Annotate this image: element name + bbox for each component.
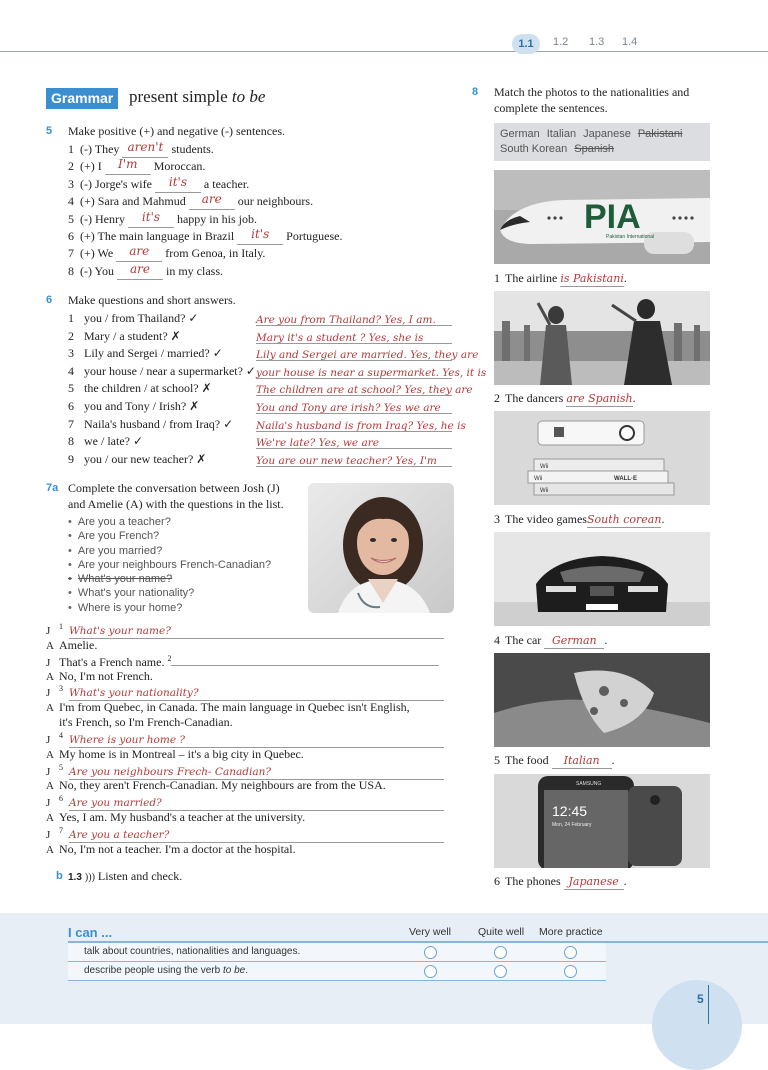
ex6-answer-line[interactable]	[256, 380, 473, 397]
ex6-answer: Are you from Thailand? Yes, I am.	[256, 314, 436, 326]
ican-row-2-more-practice-radio[interactable]	[564, 965, 577, 978]
dialogue-speaker: J	[46, 657, 51, 669]
ex6-answer: We're late? Yes, we are	[256, 437, 379, 450]
dialogue-line	[46, 700, 410, 715]
ex5-answer: are	[130, 261, 151, 276]
page-number: 5	[697, 992, 704, 1006]
ican-row-1-text: talk about countries, nationalities and languages.	[84, 946, 301, 957]
dialogue-text: No, they aren't French-Canadian. My neighbours are from the USA.	[59, 778, 386, 792]
phrase-item: • Are you married?	[68, 545, 308, 559]
dialogue-answer: Are you a teacher?	[69, 829, 170, 841]
ex5-item-after: Moroccan.	[150, 159, 206, 174]
ex6-item	[68, 434, 143, 449]
tab-1-3[interactable]: 1.3	[589, 36, 605, 48]
car-photo	[494, 532, 710, 626]
ex6-answer-line[interactable]	[256, 416, 466, 432]
ex5-item-before: (+) The main language in Brazil	[80, 229, 238, 243]
game-box-label-1: Wii	[540, 464, 549, 470]
ex5-item-number: 6	[68, 229, 74, 243]
exercise-6-number: 6	[46, 294, 53, 306]
ex5-item-before: (+) We	[80, 246, 117, 261]
dialogue-line	[46, 747, 304, 762]
phones-photo	[494, 774, 710, 868]
dialogue-line	[46, 622, 444, 639]
caption-answer: South corean	[586, 513, 662, 526]
dialogue-gap-number: 3	[59, 684, 63, 693]
ex6-item-prompt: your house / near a supermarket? ✓	[84, 363, 256, 378]
ex6-item	[68, 399, 199, 414]
caption-answer-blank[interactable]	[552, 753, 612, 769]
dialogue-answer: Where is your home ?	[69, 734, 186, 746]
caption-number: 2	[494, 391, 500, 405]
ex5-item	[68, 229, 343, 245]
ex5-answer-blank[interactable]	[117, 261, 163, 280]
ex6-item-number: 4	[68, 363, 74, 378]
dialogue-speaker: A	[46, 640, 54, 652]
ican-row-2-text-plain: describe people using the verb	[84, 965, 223, 976]
dialogue-line	[46, 731, 444, 748]
ican-row-1-more-practice-radio[interactable]	[564, 946, 577, 959]
dialogue-line	[46, 778, 386, 793]
ex5-item-before: (-) Jorge's wife	[80, 176, 155, 191]
ex6-item-prompt: Mary / a student? ✗	[84, 328, 181, 343]
game-box-label-2: Wii	[534, 476, 543, 482]
dialogue-gap-number: 6	[59, 794, 63, 803]
dialogue-text: it's French, so I'm French-Canadian.	[59, 715, 233, 729]
ex5-item-number: 8	[68, 263, 74, 278]
tab-1-2[interactable]: 1.2	[553, 36, 569, 48]
ex6-answer-line[interactable]	[256, 328, 452, 344]
phrase-item: • Are you a teacher?	[68, 516, 308, 530]
dialogue-gap-number: 7	[59, 826, 63, 835]
dialogue-line	[46, 826, 444, 843]
tab-1-4[interactable]: 1.4	[622, 36, 638, 48]
dialogue-answer-line[interactable]	[69, 795, 444, 811]
caption-end: .	[611, 753, 615, 767]
ex6-item	[68, 452, 206, 467]
ex6-item	[68, 329, 181, 344]
ex6-answer: You are our new teacher? Yes, I'm	[256, 454, 437, 467]
exercise-7b-number: b	[56, 870, 63, 882]
ican-row-1-quite-well-radio[interactable]	[494, 946, 507, 959]
video-games-photo	[494, 411, 710, 505]
ex5-item-before: (+) I	[80, 159, 105, 174]
ex6-item-number: 2	[68, 328, 74, 343]
ican-row-1-very-well-radio[interactable]	[424, 946, 437, 959]
dialogue-text: I'm from Quebec, in Canada. The main language in Quebec isn't English,	[59, 700, 410, 714]
exercise-8-instruction-2: complete the sentences.	[494, 101, 608, 115]
ex6-answer-line[interactable]	[256, 345, 479, 362]
dialogue-line	[46, 653, 439, 670]
dialogue-answer-line[interactable]	[69, 685, 444, 701]
dialogue-speaker: A	[46, 812, 54, 824]
caption-answer-blank[interactable]	[544, 633, 604, 649]
ican-row-2-text	[84, 965, 248, 976]
ex6-answer: Lily and Sergei are married. Yes, they are	[256, 349, 479, 362]
column-very-well: Very well	[409, 926, 452, 938]
grammar-title	[129, 87, 265, 107]
caption-text: The food	[505, 753, 552, 767]
nationality-word: Spanish	[574, 143, 615, 155]
dialogue-speaker: A	[46, 780, 54, 792]
ex6-answer: Naila's husband is from Iraq? Yes, he is	[256, 419, 466, 432]
ex5-item-before: (-) Henry	[80, 211, 128, 226]
plane-small-text: Pakistan International	[606, 234, 655, 240]
ex5-item-after: Portuguese.	[283, 229, 343, 243]
grammar-title-italic: to be	[231, 87, 266, 106]
ex5-item-number: 5	[68, 211, 74, 226]
ex5-answer: are	[129, 244, 150, 259]
ex5-item	[68, 159, 205, 175]
dialogue-line	[46, 842, 296, 857]
ex6-item-number: 6	[68, 399, 74, 413]
caption-end: .	[623, 874, 627, 888]
ex5-answer-blank[interactable]	[122, 142, 168, 158]
nationality-word: German	[500, 128, 540, 140]
exercise-7a-instruction-2: and Amelie (A) with the questions in the list.	[68, 497, 284, 511]
dialogue-speaker: J	[46, 766, 51, 778]
exercise-7a-instruction-1: Complete the conversation between Josh (J)	[68, 481, 280, 495]
ex6-answer-line[interactable]	[256, 310, 452, 326]
dialogue-speaker: A	[46, 671, 54, 683]
ex6-item	[68, 381, 212, 396]
exercise-5-number: 5	[46, 125, 53, 137]
phone-time-text: 12:45	[552, 803, 588, 819]
dialogue-line	[46, 715, 233, 730]
plane-photo	[494, 170, 710, 264]
food-photo	[494, 653, 710, 747]
ex5-item-after: our neighbours.	[234, 194, 314, 209]
ex6-item	[68, 311, 198, 326]
ex6-answer: Mary it's a student ? Yes, she is	[256, 331, 424, 344]
ex5-item-before: (+) Sara and Mahmud	[80, 194, 189, 209]
ican-title: I can ...	[68, 925, 113, 940]
ex6-item-number: 1	[68, 311, 74, 325]
caption-answer-blank[interactable]	[566, 391, 632, 407]
ex5-item-number: 1	[68, 142, 74, 156]
ex5-item-before: (-) You	[80, 263, 118, 278]
ican-row-2-very-well-radio[interactable]	[424, 965, 437, 978]
ex5-answer: are	[201, 192, 222, 207]
dialogue-line	[46, 810, 305, 825]
ex5-item-number: 2	[68, 159, 74, 174]
phrase-item: • Are you French?	[68, 530, 308, 544]
dialogue-text: My home is in Montreal – it's a big city in Quebec.	[59, 747, 304, 761]
ex5-answer: it's	[168, 174, 187, 189]
ex6-answer: You and Tony are irish? Yes we are	[256, 402, 441, 414]
ex6-item-prompt: you / our new teacher? ✗	[84, 451, 207, 466]
ex6-item-number: 7	[68, 416, 74, 431]
dialogue-speaker: J	[46, 687, 51, 699]
caption-6	[494, 874, 627, 890]
ex5-answer: it's	[251, 227, 270, 241]
ex6-item-prompt: the children / at school? ✗	[84, 381, 212, 396]
dialogue-line	[46, 638, 97, 653]
game-box-label-4: WALL·E	[614, 476, 637, 482]
dialogue-speaker: A	[46, 749, 54, 761]
dialogue-text: No, I'm not French.	[59, 669, 153, 683]
dialogue-answer: Are you neighbours Frech- Canadian?	[69, 766, 271, 778]
caption-answer: Japanese	[568, 875, 619, 888]
ex5-item	[68, 174, 250, 193]
dialogue-gap-number: 2	[167, 654, 172, 663]
caption-text: The car	[505, 633, 545, 647]
ex5-item-after: students.	[168, 142, 214, 156]
page-number-rule	[708, 985, 709, 1024]
ex6-item-number: 3	[68, 346, 74, 361]
nationality-word: Japanese	[583, 128, 631, 140]
ex6-item-number: 9	[68, 451, 74, 466]
dialogue-answer: What's your nationality?	[69, 687, 199, 699]
nationality-word-box	[494, 123, 710, 161]
column-more-practice: More practice	[539, 926, 603, 938]
dialogue-answer-line[interactable]	[69, 732, 444, 748]
ex5-item-after: in my class.	[163, 263, 224, 278]
caption-number: 5	[494, 753, 500, 767]
ican-row-2-quite-well-radio[interactable]	[494, 965, 507, 978]
nationality-word: Italian	[546, 128, 577, 140]
dialogue-speaker: A	[46, 844, 54, 856]
ex6-item-number: 5	[68, 381, 74, 396]
dialogue-speaker: J	[46, 625, 51, 637]
ican-row-2-text-end: .	[245, 965, 249, 976]
ex6-answer-line[interactable]	[256, 398, 452, 414]
ex6-item	[68, 346, 223, 361]
ex6-item-number: 8	[68, 434, 74, 449]
caption-end: .	[661, 512, 665, 526]
ex5-answer-blank[interactable]	[189, 194, 235, 210]
ex5-item-number: 3	[68, 176, 74, 191]
ex6-item-prompt: you / from Thailand? ✓	[84, 311, 199, 325]
dialogue-answer-line[interactable]	[69, 623, 444, 639]
caption-text: The dancers	[505, 391, 567, 405]
ex6-item-prompt: you and Tony / Irish? ✗	[84, 399, 200, 413]
dancers-photo	[494, 291, 710, 385]
ex5-item-before: (-) They	[80, 142, 123, 156]
ex5-item	[68, 194, 313, 210]
caption-5	[494, 753, 615, 769]
caption-1	[494, 271, 627, 287]
plane-logo-text: PIA	[584, 198, 641, 236]
phone-date-text: Mon, 24 February	[552, 822, 592, 828]
phrase-item: • Where is your home?	[68, 602, 308, 616]
ex5-item-after: from Genoa, in Italy.	[162, 246, 266, 261]
dialogue-text: Amelie.	[59, 638, 98, 652]
ex5-answer-blank[interactable]	[155, 174, 201, 193]
caption-answer-blank[interactable]	[560, 271, 624, 287]
ex5-item	[68, 142, 214, 158]
column-quite-well: Quite well	[478, 926, 525, 938]
word-box-list	[494, 123, 710, 161]
dialogue-text: That's a French name.	[59, 655, 168, 669]
exercise-5-instruction: Make positive (+) and negative (-) sentences.	[68, 124, 286, 138]
dialogue-speaker: J	[46, 734, 51, 746]
ex6-answer: The children are at school? Yes, they are	[256, 384, 473, 397]
caption-answer: German	[551, 634, 597, 647]
ex6-item-prompt: Lily and Sergei / married? ✓	[84, 346, 223, 361]
ican-row-2-text-italic: to be	[222, 965, 246, 976]
phone-brand-text: SAMSUNG	[576, 781, 602, 787]
caption-text: The video games	[505, 512, 587, 526]
dialogue-line	[46, 684, 444, 701]
phrase-list	[68, 516, 308, 616]
ex5-answer-blank[interactable]	[116, 246, 162, 262]
ex6-item-prompt: Naila's husband / from Iraq? ✓	[84, 416, 234, 431]
ex5-item	[68, 209, 257, 228]
ex5-answer-blank[interactable]	[128, 209, 174, 228]
dialogue-gap-number: 1	[59, 622, 63, 631]
ex6-answer-line[interactable]	[256, 363, 487, 379]
dialogue-gap-number: 5	[59, 763, 63, 772]
caption-number: 3	[494, 512, 500, 526]
dialogue-line	[46, 669, 153, 684]
header-rule	[0, 51, 768, 52]
phrase-item: • What's your nationality?	[68, 587, 308, 601]
dialogue-line	[46, 794, 444, 811]
caption-text: The airline	[505, 271, 561, 285]
grammar-badge: Grammar	[46, 88, 118, 109]
phrase-item: • Are your neighbours French-Canadian?	[68, 559, 308, 573]
dialogue-text: No, I'm not a teacher. I'm a doctor at the hospital.	[59, 842, 296, 856]
dialogue-speaker: J	[46, 829, 51, 841]
caption-2	[494, 391, 636, 407]
audio-icon[interactable]: )))	[84, 872, 95, 883]
dialogue-answer: What's your name?	[69, 625, 171, 637]
ex5-item-after: happy in his job.	[173, 211, 257, 226]
exercise-6-instruction: Make questions and short answers.	[68, 293, 236, 307]
track-number[interactable]: 1.3	[68, 872, 82, 883]
ex6-answer-line[interactable]	[256, 433, 452, 449]
caption-number: 6	[494, 874, 500, 888]
caption-number: 4	[494, 633, 500, 647]
phrase-item: • What's your name?	[68, 573, 308, 587]
ex6-item	[68, 417, 233, 432]
caption-answer: is Pakistani	[560, 272, 624, 285]
ex5-item	[68, 246, 265, 262]
nationality-word: South Korean	[500, 143, 568, 155]
dialogue-answer: Are you married?	[69, 797, 162, 809]
ex5-answer-blank[interactable]	[105, 159, 151, 175]
caption-answer-blank[interactable]	[587, 512, 661, 528]
caption-answer: Italian	[563, 754, 600, 767]
exercise-7b-instruction: Listen and check.	[97, 869, 183, 883]
ex5-answer: it's	[141, 209, 161, 224]
nationality-word: Pakistani	[637, 128, 683, 140]
ex5-item	[68, 261, 224, 280]
ex6-item-prompt: we / late? ✓	[84, 434, 144, 449]
caption-end: .	[623, 271, 627, 285]
exercise-8-number: 8	[472, 86, 479, 98]
game-box-label-3: Wii	[540, 488, 549, 494]
tab-1-1[interactable]: 1.1	[512, 34, 540, 54]
caption-number: 1	[494, 271, 500, 285]
ex5-answer: I'm	[118, 157, 138, 172]
doctor-photo	[308, 483, 454, 613]
ex5-item-number: 4	[68, 194, 74, 209]
caption-4	[494, 633, 607, 649]
grammar-title-text: present simple	[129, 87, 232, 106]
ex5-answer: aren't	[127, 140, 164, 154]
dialogue-speaker: J	[46, 797, 51, 809]
caption-end: .	[604, 633, 608, 647]
dialogue-speaker: A	[46, 702, 54, 714]
caption-answer-blank[interactable]	[564, 874, 624, 890]
dialogue-answer-line[interactable]	[69, 827, 444, 843]
exercise-8-instruction-1: Match the photos to the nationalities and	[494, 85, 690, 99]
ex5-item-after: a teacher.	[200, 176, 250, 191]
caption-end: .	[632, 391, 636, 405]
ex5-answer-blank[interactable]	[237, 229, 283, 245]
dialogue-text: Yes, I am. My husband's a teacher at the university.	[59, 810, 306, 824]
ex6-answer-line[interactable]	[256, 451, 452, 467]
ex6-answer: your house is near a supermarket. Yes, it is	[256, 366, 487, 379]
caption-text: The phones	[505, 874, 564, 888]
caption-answer: are Spanish	[566, 392, 633, 405]
dialogue-answer-line[interactable]	[171, 653, 439, 666]
exercise-7b-instruction-row	[68, 869, 182, 884]
exercise-7a-number: 7a	[46, 482, 59, 494]
ex6-item	[68, 364, 256, 379]
ex5-item-number: 7	[68, 246, 74, 261]
caption-3	[494, 512, 664, 528]
dialogue-gap-number: 4	[59, 731, 63, 740]
